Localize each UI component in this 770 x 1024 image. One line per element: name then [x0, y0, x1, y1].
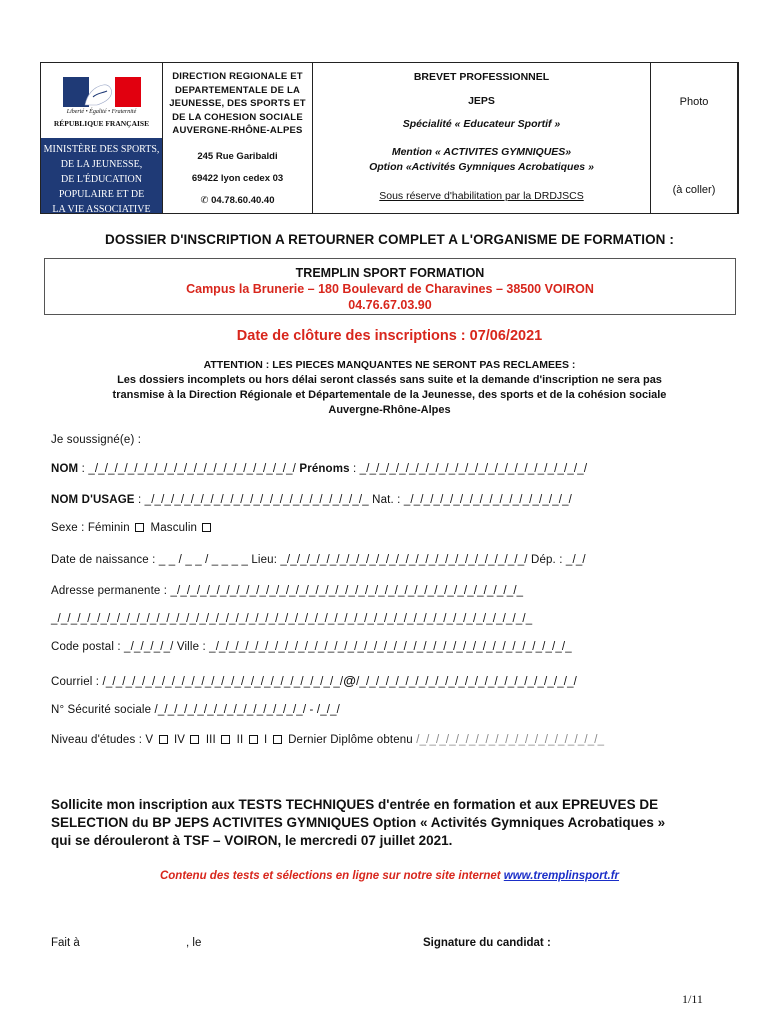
nom-usage-row	[51, 494, 572, 506]
code-postal-ville-field[interactable]: Code postal : _/_/_/_/_/ Ville : _/_/_/_/_/_/_/_/_/_/_/_/_/_/_/_/_/_/_/_/_/_/_/_/_/_/_/_/_/_/_/_/_/_/_/_/_	[51, 641, 572, 653]
sollicite-paragraph	[51, 796, 741, 850]
adresse-field[interactable]: Adresse permanente : _/_/_/_/_/_/_/_/_/_/_/_/_/_/_/_/_/_/_/_/_/_/_/_/_/_/_/_/_/_/_/_/_/_/_/_	[51, 585, 524, 597]
niveau-iii-checkbox[interactable]	[221, 735, 230, 744]
nom-usage-label: NOM D'USAGE	[51, 494, 135, 506]
naissance-field[interactable]: Date de naissance : _ _ / _ _ / _ _ _ _ Lieu: _/_/_/_/_/_/_/_/_/_/_/_/_/_/_/_/_/_/_/_/_/_/_/_/_/ Dép. : _/_/	[51, 554, 586, 566]
ministere-line: LA VIE ASSOCIATIVE	[52, 204, 151, 215]
logo-cell	[41, 63, 163, 213]
brevet-title: BREVET PROFESSIONNEL	[413, 71, 550, 83]
contenu-text: Contenu des tests et sélections en ligne sur notre site internet	[159, 870, 504, 882]
organisme-phone: 04.76.67.03.90	[348, 298, 432, 312]
direction-line: DIRECTION REGIONALE ET	[172, 71, 303, 82]
header-table	[40, 62, 739, 214]
brevet-mention: Mention « ACTIVITES GYMNIQUES»	[391, 146, 572, 158]
organisme-address: Campus la Brunerie – 180 Boulevard de Charavines – 38500 VOIRON	[186, 282, 594, 296]
nom-usage-field[interactable]: : _/_/_/_/_/_/_/_/_/_/_/_/_/_/_/_/_/_/_/_/_/_/_ Nat. : _/_/_/_/_/_/_/_/_/_/_/_/_/_/_/_/_/	[134, 494, 573, 506]
attention-line: transmise à la Direction Régionale et Départementale de la Jeunesse, des sports et de la cohésion sociale	[112, 389, 667, 401]
address-city: 69422 lyon cedex 03	[191, 173, 284, 184]
cloture-date: Date de clôture des inscriptions : 07/06/2021	[236, 328, 543, 344]
niveau-i-label: I	[264, 734, 268, 746]
secu-field[interactable]: N° Sécurité sociale /_/_/_/_/_/_/_/_/_/_/_/_/_/_/_/ - /_/_/	[51, 704, 340, 716]
courriel-domain-field[interactable]: /_/_/_/_/_/_/_/_/_/_/_/_/_/_/_/_/_/_/_/_/_/_/	[356, 676, 578, 688]
organisme-box	[44, 258, 736, 315]
prenoms-label: Prénoms	[299, 463, 350, 475]
diplome-label: Dernier Diplôme obtenu	[288, 734, 413, 746]
ministere-block	[41, 138, 162, 213]
sexe-feminin-label: Sexe : Féminin	[51, 522, 130, 534]
photo-cell	[651, 63, 738, 213]
brevet-option: Option «Activités Gymniques Acrobatiques »	[369, 161, 594, 173]
dossier-title: DOSSIER D'INSCRIPTION A RETOURNER COMPLET A L'ORGANISME DE FORMATION :	[105, 232, 674, 247]
direction-address	[163, 146, 312, 212]
photo-hint: (à coller)	[672, 184, 716, 196]
address-street: 245 Rue Garibaldi	[197, 151, 278, 162]
courriel-field[interactable]: Courriel : /_/_/_/_/_/_/_/_/_/_/_/_/_/_/_/_/_/_/_/_/_/_/_/_/	[51, 676, 344, 688]
niveau-i-checkbox[interactable]	[273, 735, 282, 744]
direction-line: AUVERGNE-RHÔNE-ALPES	[172, 125, 303, 136]
niveau-ii-label: II	[236, 734, 244, 746]
contenu-line	[40, 870, 739, 882]
niveau-label: Niveau d'études : V	[51, 734, 154, 746]
niveau-ii-checkbox[interactable]	[249, 735, 258, 744]
organisme-name: TREMPLIN SPORT FORMATION	[295, 266, 485, 280]
brevet-cell	[313, 63, 651, 213]
niveau-iii-label: III	[205, 734, 216, 746]
address-phone: ✆ 04.78.60.40.40	[200, 195, 275, 206]
page-number: 1/11	[682, 992, 703, 1006]
photo-label: Photo	[679, 96, 709, 108]
prenoms-field[interactable]: : _/_/_/_/_/_/_/_/_/_/_/_/_/_/_/_/_/_/_/_/_/_/_/	[349, 463, 588, 475]
fait-a-label: Fait à	[51, 937, 80, 949]
niveau-iv-checkbox[interactable]	[190, 735, 199, 744]
brevet-habilitation: Sous réserve d'habilitation par la DRDJSCS	[379, 190, 584, 202]
sollicite-line: Sollicite mon inscription aux TESTS TECHNIQUES d'entrée en formation et aux EPREUVES DE	[51, 797, 659, 812]
ministere-line: POPULAIRE ET DE	[58, 189, 145, 200]
direction-title	[163, 70, 312, 138]
direction-line: DE LA COHESION SOCIALE	[172, 111, 303, 123]
ministere-line: MINISTÈRE DES SPORTS,	[43, 144, 160, 155]
republique-name: RÉPUBLIQUE FRANÇAISE	[53, 119, 150, 128]
courriel-row	[51, 673, 577, 688]
website-link[interactable]: www.tremplinsport.fr	[503, 870, 620, 882]
signature-label: Signature du candidat :	[423, 937, 551, 949]
le-label: , le	[186, 937, 202, 949]
niveau-v-checkbox[interactable]	[159, 735, 168, 744]
direction-line: JEUNESSE, DES SPORTS ET	[169, 98, 306, 109]
ministere-line: DE LA JEUNESSE,	[60, 159, 143, 170]
niveau-row	[51, 734, 604, 746]
sexe-masculin-label: Masculin	[150, 522, 198, 534]
brevet-specialite: Spécialité « Educateur Sportif »	[402, 118, 561, 130]
nom-field[interactable]: : _/_/_/_/_/_/_/_/_/_/_/_/_/_/_/_/_/_/_/_/_/	[78, 463, 300, 475]
direction-cell	[163, 63, 313, 213]
marianne-icon	[63, 77, 141, 107]
adresse-field-2[interactable]: _/_/_/_/_/_/_/_/_/_/_/_/_/_/_/_/_/_/_/_/_/_/_/_/_/_/_/_/_/_/_/_/_/_/_/_/_/_/_/_/_/_/_/_/_/_/_/_/_	[51, 613, 533, 625]
sexe-row	[51, 522, 214, 534]
direction-line: DEPARTEMENTALE DE LA	[174, 84, 301, 96]
nom-label: NOM	[51, 463, 79, 475]
brevet-jeps: JEPS	[468, 95, 495, 107]
at-sign: @	[343, 673, 357, 688]
attention-line: Les dossiers incomplets ou hors délai seront classés sans suite et la demande d'inscription ne sera pas	[117, 374, 662, 386]
attention-line: Auvergne-Rhône-Alpes	[328, 404, 451, 416]
feminin-checkbox[interactable]	[135, 523, 144, 532]
sollicite-line: qui se dérouleront à TSF – VOIRON, le mercredi 07 juillet 2021.	[51, 833, 453, 848]
republique-francaise-logo	[41, 63, 162, 138]
nom-row	[51, 463, 587, 475]
soussigne-label: Je soussigné(e) :	[51, 434, 142, 446]
masculin-checkbox[interactable]	[202, 523, 211, 532]
republique-motto: Liberté • Égalité • Fraternité	[66, 109, 137, 115]
niveau-iv-label: IV	[173, 734, 186, 746]
attention-title: ATTENTION : LES PIECES MANQUANTES NE SERONT PAS RECLAMEES :	[203, 359, 576, 371]
ministere-line: DE L'ÉDUCATION	[61, 174, 142, 185]
sollicite-line: SELECTION du BP JEPS ACTIVITES GYMNIQUES Option « Activités Gymniques Acrobatiques »	[51, 815, 666, 830]
diplome-field[interactable]: /_/_/_/_/_/_/_/_/_/_/_/_/_/_/_/_/_/_/_	[416, 734, 605, 746]
